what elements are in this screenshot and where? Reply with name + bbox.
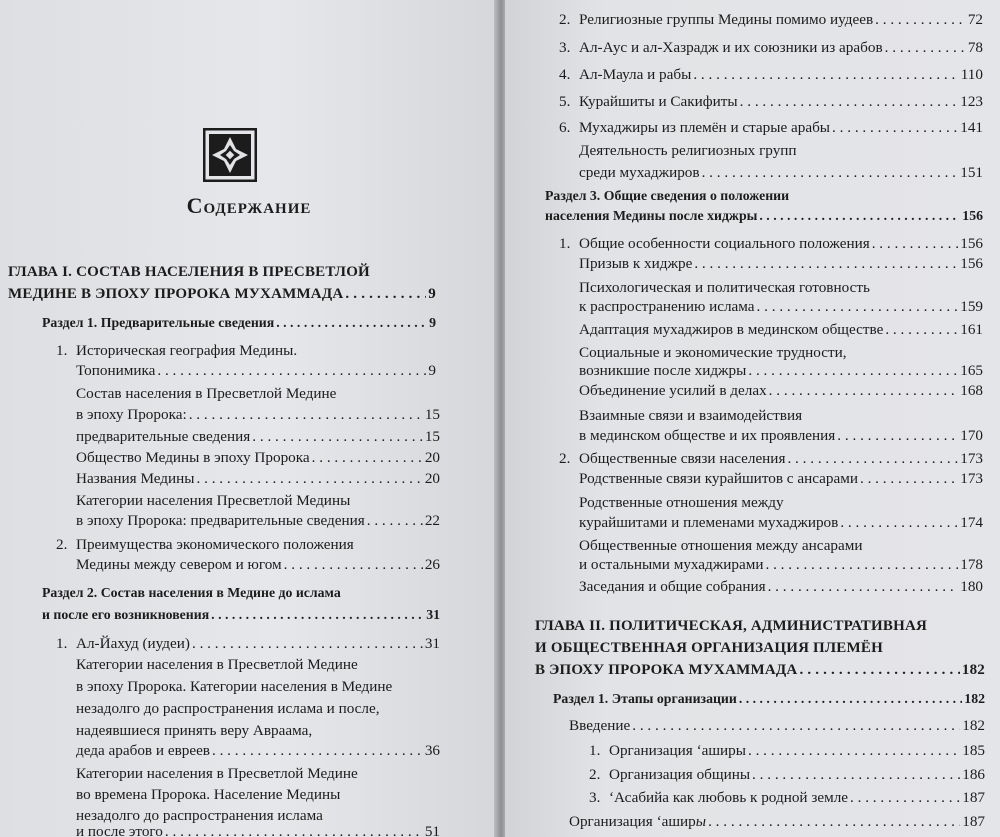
toc-entry: к распространению ислама . . . 159	[579, 295, 983, 319]
toc-line: Категории населения в Пресветлой Медине	[76, 656, 358, 673]
toc-entry: возникшие после хиджры . . . 165	[579, 359, 983, 383]
toc-line: Категории населения в Пресветлой Медине	[76, 765, 358, 782]
toc-entry: 2. Организация общины . . . 186	[589, 763, 985, 787]
toc-entry: МЕДИНЕ В ЭПОХУ ПРОРОКА МУХАММАДА . . . 9	[8, 282, 436, 306]
toc-entry: Названия Медины . . . 20	[76, 467, 440, 491]
toc-entry: 5. Курайшиты и Сакифиты . . . 123	[559, 90, 983, 114]
toc-line: Взаимные связи и взаимодействия	[579, 407, 803, 424]
toc-entry: и после этого . . . 51	[76, 820, 440, 837]
toc-line: надеявшиеся принять веру Авраама,	[76, 722, 313, 739]
toc-line: в эпоху Пророка. Категории населения в Медине	[76, 678, 393, 695]
toc-entry: 6. Мухаджиры из племён и старые арабы . . . 141	[559, 116, 983, 140]
toc-entry: и после его возникновения . . . 31	[42, 603, 440, 627]
right-page	[505, 0, 1000, 837]
toc-entry: населения Медины после хиджры . . . 156	[545, 204, 983, 228]
toc-entry: Медины между севером и югом . . . 26	[76, 553, 440, 577]
toc-entry: в эпоху Пророка: . . . 15	[76, 403, 440, 427]
toc-entry: 4. Ал-Маула и рабы . . . 110	[559, 63, 983, 87]
toc-line: Деятельность религиозных групп	[579, 142, 797, 159]
toc-entry: 1. Ал-Йахуд (иудеи) . . . 31	[56, 632, 440, 656]
toc-entry: Родственные связи курайшитов с ансарами . . . 173	[579, 467, 983, 491]
toc-line: Категории населения Пресветлой Медины	[76, 492, 351, 509]
toc-line: Социальные и экономические трудности,	[579, 344, 847, 361]
toc-entry: курайшитами и племенами мухаджиров . . . 174	[579, 511, 983, 535]
toc-entry: В ЭПОХУ ПРОРОКА МУХАММАДА . . . 182	[535, 658, 985, 682]
toc-line: Состав населения в Пресветлой Медине	[76, 385, 337, 402]
toc-line: Психологическая и политическая готовность	[579, 279, 870, 296]
toc-entry: и остальными мухаджирами . . . 178	[579, 553, 983, 577]
toc-entry: 2. Общественные связи населения . . . 173	[559, 447, 983, 471]
toc-line: И ОБЩЕСТВЕННАЯ ОРГАНИЗАЦИЯ ПЛЕМЁН	[535, 640, 883, 656]
page-title: Содержание	[186, 193, 312, 218]
toc-entry: Адаптация мухаджиров в мединском обществе . . . 161	[579, 318, 983, 342]
toc-entry: 1. Организация ‘аширы . . . 185	[589, 739, 985, 763]
toc-line: 1. Историческая география Медины.	[56, 342, 298, 359]
toc-line: во времена Пророка. Население Медины	[76, 786, 341, 803]
toc-entry: 2. Религиозные группы Медины помимо иудеев . . . 72	[559, 8, 983, 32]
toc-entry: 3. Ал-Аус и ал-Хазрадж и их союзники из арабов . . . 78	[559, 36, 983, 60]
toc-entry: в эпоху Пророка: предварительные сведения . . . 22	[76, 509, 440, 533]
left-page	[0, 0, 498, 837]
toc-entry: Раздел 1. Этапы организации . . . 182	[553, 687, 985, 711]
toc-entry: 1. Общие особенности социального положения . . . 156	[559, 232, 983, 256]
toc-entry: Заседания и общие собрания . . . 180	[579, 575, 983, 599]
toc-line: Родственные отношения между	[579, 494, 784, 511]
toc-entry: 3. ‘Асабийа как любовь к родной земле . . . 187	[589, 786, 985, 810]
toc-entry: Общество Медины в эпоху Пророка . . . 20	[76, 446, 440, 470]
toc-line: 2. Преимущества экономического положения	[56, 536, 354, 553]
toc-entry: в мединском обществе и их проявления . . . 170	[579, 424, 983, 448]
toc-entry: Введение . . . 182	[569, 714, 985, 738]
toc-line: ГЛАВА I. СОСТАВ НАСЕЛЕНИЯ В ПРЕСВЕТЛОЙ	[8, 264, 370, 280]
toc-line: незадолго до распространения ислама и после,	[76, 700, 380, 717]
toc-line: Раздел 2. Состав населения в Медине до ислама	[42, 585, 341, 600]
toc-entry: Призыв к хиджре . . . 156	[579, 252, 983, 276]
toc-entry: деда арабов и евреев . . . 36	[76, 739, 440, 763]
toc-entry: Топонимика . . . 9	[76, 359, 436, 383]
toc-entry: Организация ‘аширы . . . 187	[569, 810, 985, 834]
toc-entry: предварительные сведения . . . 15	[76, 425, 440, 449]
toc-entry: Объединение усилий в делах . . . 168	[579, 379, 983, 403]
toc-line: незадолго до распространения ислама	[76, 807, 323, 824]
toc-line: ГЛАВА II. ПОЛИТИЧЕСКАЯ, АДМИНИСТРАТИВНАЯ	[535, 618, 928, 634]
toc-entry: среди мухаджиров . . . 151	[579, 161, 983, 185]
toc-entry: Раздел 1. Предварительные сведения . . . 9	[42, 311, 436, 335]
ornament-icon	[203, 128, 257, 182]
toc-line: Общественные отношения между ансарами	[579, 537, 863, 554]
toc-line: Раздел 3. Общие сведения о положении	[545, 188, 790, 203]
